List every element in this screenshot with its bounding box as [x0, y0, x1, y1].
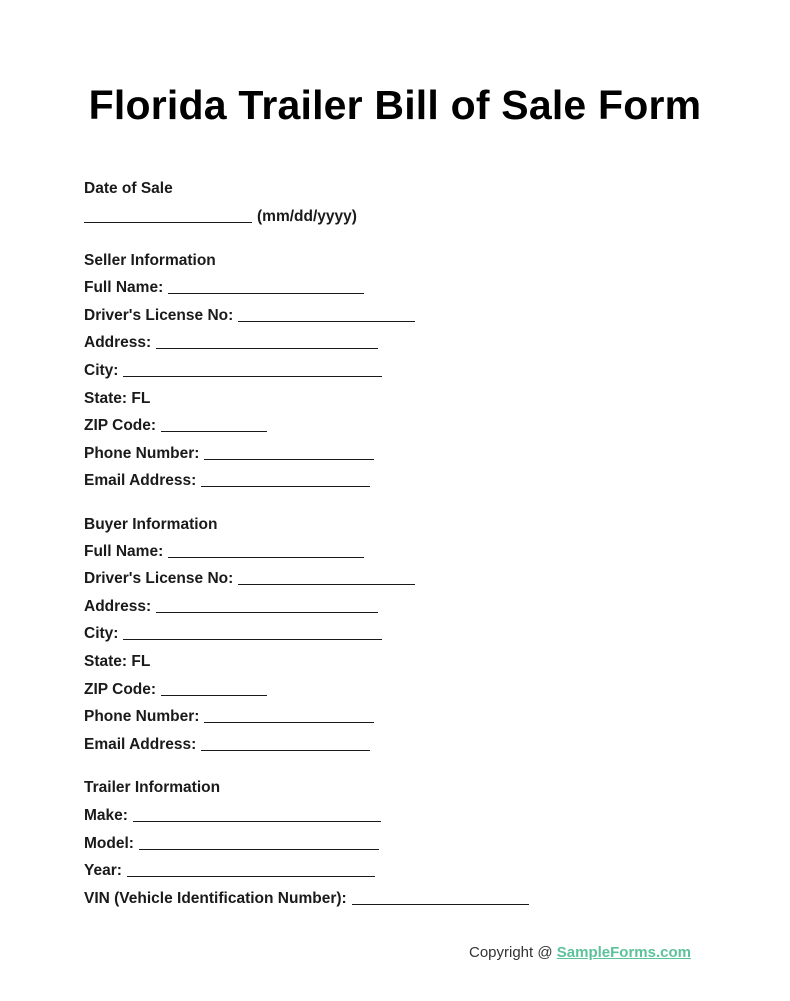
buyer-address-label: Address: [84, 598, 152, 615]
buyer-phone-row [84, 708, 374, 726]
page-title: Florida Trailer Bill of Sale Form [88, 82, 702, 128]
seller-license-label: Driver's License No: [84, 307, 234, 324]
trailer-year-label: Year: [84, 862, 122, 879]
trailer-year-field[interactable] [127, 876, 375, 877]
buyer-heading: Buyer Information [84, 516, 218, 533]
trailer-vin-row [84, 890, 529, 908]
seller-zip-field[interactable] [161, 431, 267, 432]
seller-address-label: Address: [84, 334, 152, 351]
buyer-city-row [84, 625, 382, 643]
trailer-model-field[interactable] [139, 849, 379, 850]
seller-phone-row [84, 445, 374, 463]
buyer-license-label: Driver's License No: [84, 570, 234, 587]
trailer-make-label: Make: [84, 807, 128, 824]
seller-email-field[interactable] [201, 486, 370, 487]
trailer-model-row [84, 835, 379, 853]
buyer-state-row [84, 653, 150, 671]
date-of-sale-heading: Date of Sale [84, 180, 173, 197]
buyer-full-name-row [84, 543, 364, 561]
seller-license-field[interactable] [238, 321, 415, 322]
trailer-vin-field[interactable] [352, 904, 529, 905]
date-format-hint: (mm/dd/yyyy) [257, 208, 357, 225]
buyer-address-row [84, 598, 378, 616]
trailer-year-row [84, 862, 375, 880]
seller-state-label: State: FL [84, 390, 151, 407]
buyer-full-name-label: Full Name: [84, 543, 164, 560]
copyright-text: Copyright @ [469, 944, 557, 961]
seller-address-field[interactable] [156, 348, 378, 349]
trailer-make-field[interactable] [133, 821, 381, 822]
date-of-sale-field[interactable] [84, 222, 252, 223]
seller-phone-label: Phone Number: [84, 445, 200, 462]
buyer-phone-label: Phone Number: [84, 708, 200, 725]
seller-full-name-field[interactable] [168, 293, 364, 294]
buyer-zip-row [84, 681, 267, 699]
seller-state-row [84, 390, 150, 408]
buyer-state-label: State: FL [84, 653, 151, 670]
sampleforms-link[interactable]: SampleForms.com [556, 944, 691, 961]
seller-email-label: Email Address: [84, 472, 197, 489]
buyer-zip-label: ZIP Code: [84, 681, 157, 698]
seller-email-row [84, 472, 370, 490]
seller-city-field[interactable] [123, 376, 382, 377]
seller-city-row [84, 362, 382, 380]
buyer-city-field[interactable] [123, 639, 382, 640]
buyer-license-row [84, 570, 415, 588]
seller-full-name-row [84, 279, 364, 297]
trailer-model-label: Model: [84, 835, 134, 852]
seller-heading: Seller Information [84, 252, 216, 269]
seller-full-name-label: Full Name: [84, 279, 164, 296]
seller-phone-field[interactable] [204, 459, 374, 460]
seller-city-label: City: [84, 362, 119, 379]
seller-license-row [84, 307, 415, 325]
buyer-email-label: Email Address: [84, 736, 197, 753]
seller-address-row [84, 334, 378, 352]
trailer-make-row [84, 807, 381, 825]
trailer-heading: Trailer Information [84, 779, 221, 796]
buyer-phone-field[interactable] [204, 722, 374, 723]
buyer-license-field[interactable] [238, 584, 415, 585]
copyright-footer [469, 944, 691, 961]
buyer-city-label: City: [84, 625, 119, 642]
seller-zip-label: ZIP Code: [84, 417, 157, 434]
seller-zip-row [84, 417, 267, 435]
buyer-zip-field[interactable] [161, 695, 267, 696]
buyer-email-field[interactable] [201, 750, 370, 751]
buyer-address-field[interactable] [156, 612, 378, 613]
buyer-email-row [84, 736, 370, 754]
trailer-vin-label: VIN (Vehicle Identification Number): [84, 890, 347, 907]
date-of-sale-row [84, 208, 357, 226]
buyer-full-name-field[interactable] [168, 557, 364, 558]
